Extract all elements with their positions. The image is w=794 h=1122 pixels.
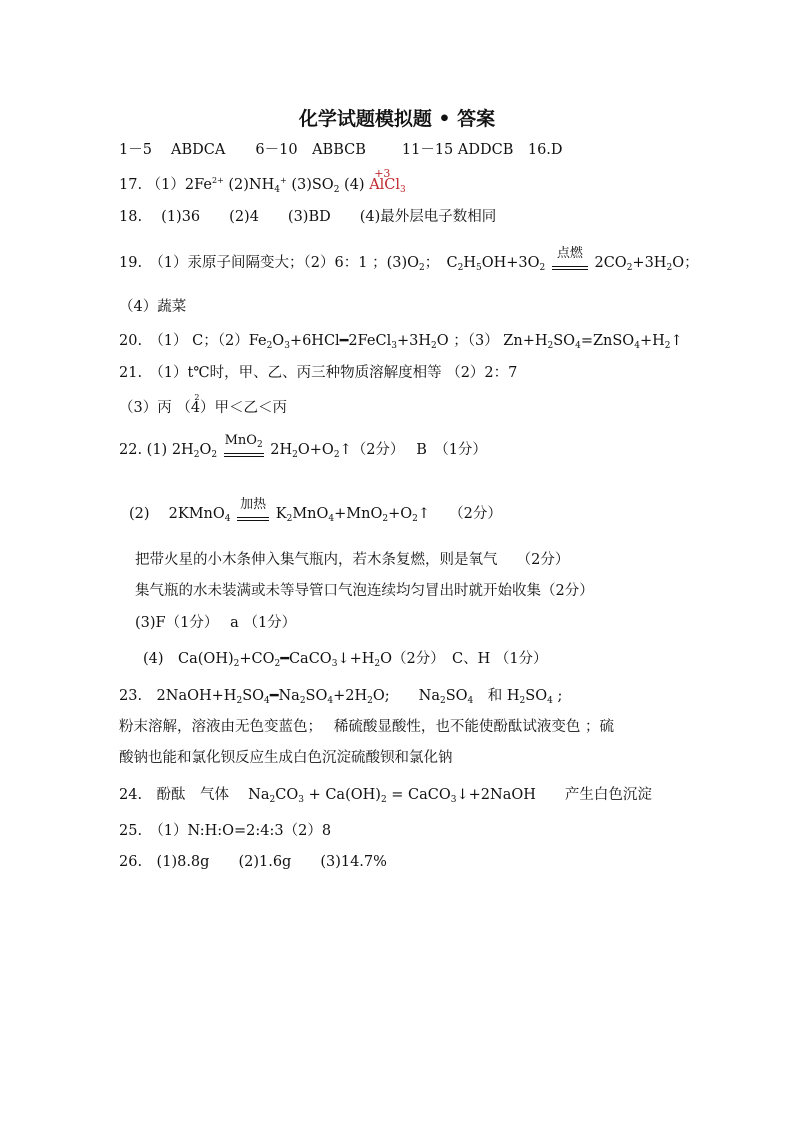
answer-line-q21: 21. （1）t 2 ℃时，甲、乙、丙三种物质溶解度相等 （2）2：7 [119, 365, 518, 402]
answer-line-q26: 26. (1)8.8g (2)1.6g (3)14.7% [119, 854, 387, 870]
answer-line-q23: 23. $2NaOH+H_2SO_4━Na_2SO_4+2H_2O$; $Na_2SO_4$ 和 $H_2SO_4$ ; [119, 688, 563, 706]
answer-line-q22-2: (2) 2KMnO$_4$ 加热 $K_2MnO_4+MnO_2+O_2↑$ （2分） [129, 497, 502, 524]
answer-line-q23-c: 酸钠也能和氯化钡反应生成白色沉淀硫酸钡和氯化钠 [119, 750, 453, 766]
answer-line-q24: 24. 酚酞 气体 $Na_2CO_3 + Ca(OH)_2$ = CaCO$_3$↓+2NaOH 产生白色沉淀 [119, 787, 652, 805]
answer-line-q23-b: 粉末溶解，溶液由无色变蓝色； 稀硫酸显酸性，也不能使酚酞试液变色 ；硫 [119, 719, 614, 735]
reaction-condition: 点燃 [552, 265, 588, 270]
answer-line-q1-16: 1－5 ABDCA 6－10 ABBCB 11－15 ADDCB 16.D [119, 142, 563, 158]
answer-line-q22-f: 集气瓶的水未装满或未等导管口气泡连续均匀冒出时就开始收集（2分） [135, 583, 594, 599]
answer-line-q22-1: 22. (1) $2H_2O_2$ MnO$_2$ $2H_2O+O_2↑(2$分） B （1分） [119, 433, 487, 460]
answer-line-q19-4: （4）蔬菜 [119, 299, 187, 315]
answer-line-q17: 17. $(1)2Fe^{2+}$ $(2)NH_4^+$ $(3)SO_2$ (4) +3 AlCl$_3$ [119, 167, 406, 195]
answer-line-q22-3: (3)F（1分） a （1分） [135, 615, 297, 631]
reaction-condition: MnO$_2$ [224, 452, 264, 457]
answer-line-q22-e: 把带火星的小木条伸入集气瓶内，若木条复燃，则是氧气 （2分） [135, 552, 570, 568]
answer-line-q25: 25. （1）N:H:O=2:4:3（2）8 [119, 823, 332, 839]
page-title: 化学试题模拟题 • 答案 [298, 108, 496, 130]
reaction-condition: 加热 [237, 516, 269, 521]
answer-line-q20: 20. （1） C；$(2)Fe_2O_3+6HCl━2FeCl_3+3H_2O$ ；（3） $Zn+H_2SO_4=ZnSO_4+H_2↑$ [119, 333, 683, 351]
answer-line-q22-4: (4) $Ca(OH)_2+CO_2━CaCO_3↓+H_2O(2$分） C、H （1分） [143, 651, 548, 669]
answer-line-q19: 19. （1）汞原子间隔变大；（2）6：1 ；$(3)O_2$； $C_2H_5OH+3O_2$ 点燃 $2CO_2+3H_2O$； [119, 246, 699, 273]
answer-line-q21-b: （3）丙 （4）甲＜乙＜丙 [119, 400, 288, 416]
answer-line-q18: 18. (1)36 (2)4 (3)BD (4)最外层电子数相同 [119, 209, 497, 225]
valence-mark: +3 [374, 167, 391, 180]
